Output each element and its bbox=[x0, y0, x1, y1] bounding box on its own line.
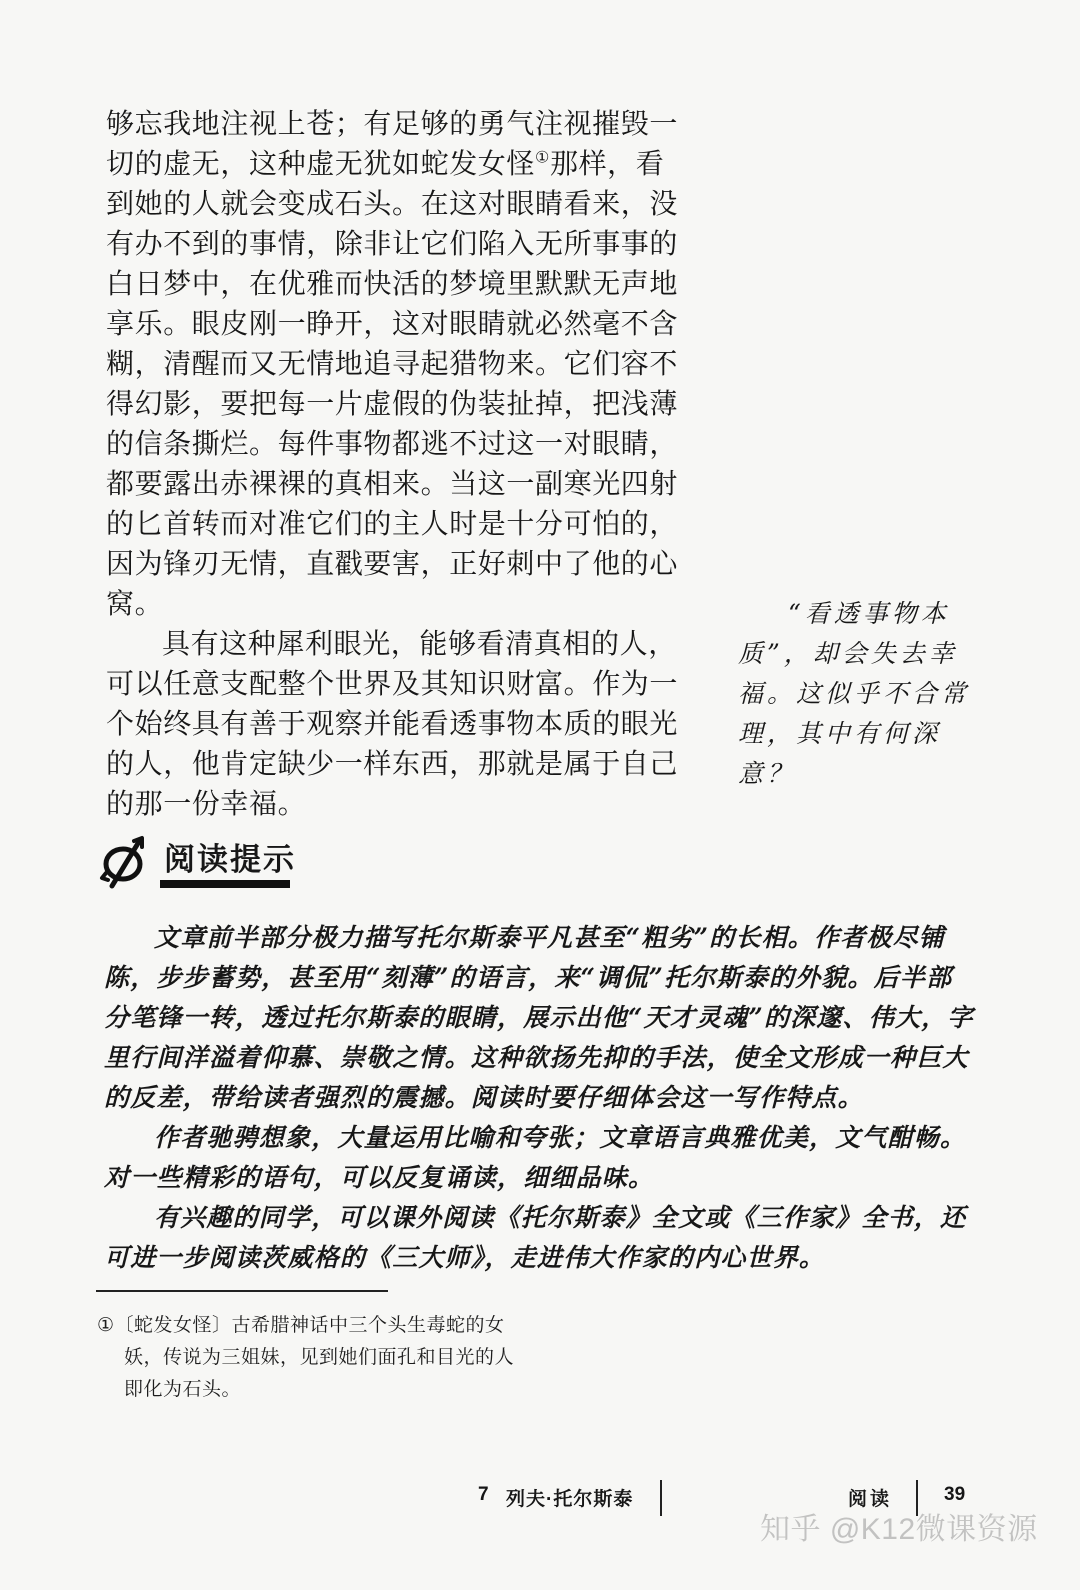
side-note-line-2: 质”，却会失去幸福。这似乎不合常理，其中有何深意？ bbox=[738, 639, 971, 788]
footer-section-label: 阅读 bbox=[848, 1489, 893, 1510]
reading-tips-underline bbox=[160, 880, 290, 888]
reading-tips-icon bbox=[98, 834, 156, 892]
footer-chapter-title: 列夫·托尔斯泰 bbox=[506, 1489, 634, 1510]
side-note-line-1: “看透事物本 bbox=[788, 599, 950, 628]
reading-tips-body bbox=[104, 918, 976, 1278]
reading-tips-paragraph-1: 文章前半部分极力描写托尔斯泰平凡甚至“粗劣”的长相。作者极尽铺陈，步步蓄势，甚至用“刻薄”的语言，来“调侃”托尔斯泰的外貌。后半部分笔锋一转，透过托尔斯泰的眼睛，展示出他“天才灵魂”的深邃、伟大，字里行间洋溢着仰慕、崇敬之情。这种欲扬先抑的手法，使全文形成一种巨大的反差，带给读者强烈的震撼。阅读时要仔细体会这一写作特点。 bbox=[104, 923, 974, 1112]
reading-tips-paragraph-3: 有兴趣的同学，可以课外阅读《托尔斯泰》全文或《三作家》全书，还可进一步阅读茨威格的《三大师》，走进伟大作家的内心世界。 bbox=[104, 1203, 967, 1272]
body-paragraph-2: 具有这种犀利眼光，能够看清真相的人，可以任意支配整个世界及其知识财富。作为一个始终具有善于观察并能看透事物本质的眼光的人，他肯定缺少一样东西，那就是属于自己的那一份幸福。 bbox=[106, 627, 679, 820]
reading-tips-heading bbox=[98, 832, 318, 902]
main-body-text bbox=[106, 104, 680, 824]
body-paragraph-1-before-marker: 够忘我地注视上苍；有足够的勇气注视摧毁一切的虚无，这种虚无犹如蛇发女怪 bbox=[106, 107, 679, 180]
body-paragraph-1-after-marker: 那样，看到她的人就会变成石头。在这对眼睛看来，没有办不到的事情，除非让它们陷入无所事事的白日梦中，在优雅而快活的梦境里默默无声地享乐。眼皮刚一睁开，这对眼睛就必然毫不含糊，清醒而又无情地追寻起猎物来。它们容不得幻影，要把每一片虚假的伪装扯掉，把浅薄的信条撕烂。每件事物都逃不过这一对眼睛，都要露出赤裸裸的真相来。当这一副寒光四射的匕首转而对准它们的主人时是十分可怕的，因为锋刃无情，直戳要害，正好刺中了他的心窝。 bbox=[106, 147, 679, 620]
footer-chapter-divider bbox=[660, 1480, 662, 1516]
footnote-line-1: ①〔蛇发女怪〕古希腊神话中三个头生毒蛇的女 bbox=[97, 1315, 505, 1336]
reading-tips-paragraph-2: 作者驰骋想象，大量运用比喻和夸张；文章语言典雅优美，文气酣畅。对一些精彩的语句，可以反复诵读，细细品味。 bbox=[104, 1123, 967, 1192]
footnote-line-2: 妖，传说为三姐妹，见到她们面孔和目光的人 bbox=[124, 1347, 515, 1368]
footer-page-number: 39 bbox=[944, 1484, 966, 1505]
body-paragraph-1 bbox=[106, 104, 680, 624]
footnote bbox=[97, 1310, 527, 1406]
footnote-line-3: 即化为石头。 bbox=[124, 1379, 242, 1400]
footer-page-divider bbox=[916, 1480, 918, 1516]
reading-tips-title: 阅读提示 bbox=[164, 842, 296, 878]
footnote-marker: ① bbox=[535, 147, 550, 167]
footer-chapter-number: 7 bbox=[478, 1484, 489, 1505]
footer-chapter bbox=[478, 1478, 668, 1518]
footnote-divider bbox=[96, 1290, 388, 1292]
side-note bbox=[738, 594, 974, 794]
watermark: 知乎 @K12微课资源 bbox=[760, 1513, 1038, 1546]
